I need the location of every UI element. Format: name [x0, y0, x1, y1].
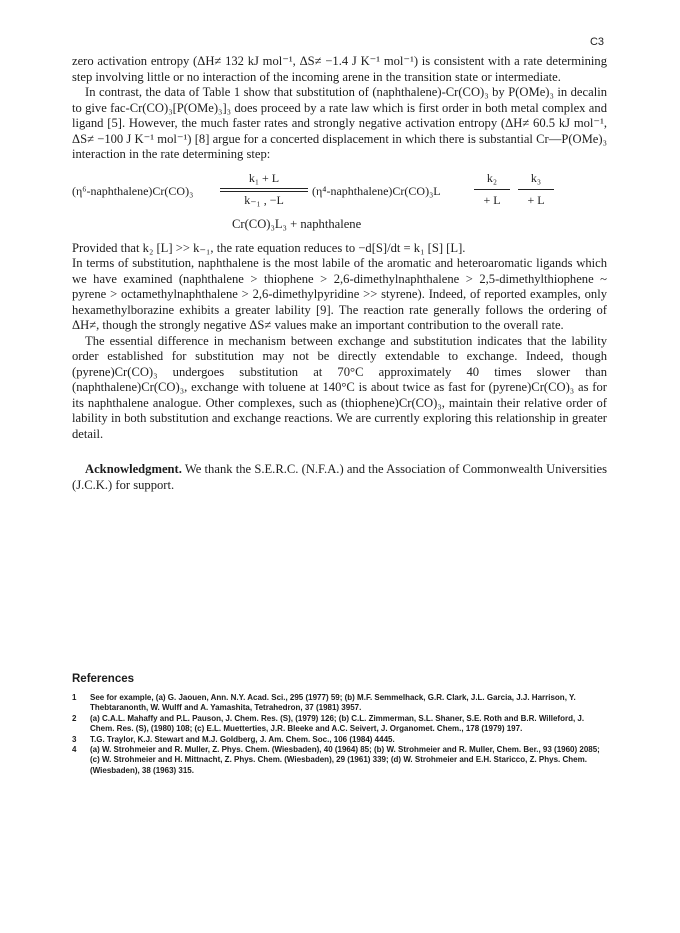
references-title: References [72, 673, 135, 685]
reference-number: 1 [72, 693, 77, 702]
eq-reactant: (η⁶-naphthalene)Cr(CO)₃ [72, 183, 194, 198]
reference-text: T.G. Traylor, K.J. Stewart and M.J. Goldberg, J. Am. Chem. Soc., 106 (1984) 4445. [90, 734, 395, 744]
reference-item [72, 693, 607, 714]
reference-item [72, 745, 607, 776]
page-number: C3 [589, 36, 604, 48]
article-body [72, 54, 607, 493]
reference-item [72, 714, 607, 735]
eq-k2-sub: + L [483, 193, 501, 207]
eq-product: Cr(CO)₃L₃ + naphthalene [232, 216, 362, 231]
eq-km1-label: k₋₁ , −L [244, 193, 284, 207]
eq-k1-label: k₁ + L [248, 170, 280, 185]
reference-number: 3 [72, 734, 77, 744]
references-list [72, 693, 607, 776]
reference-item [72, 735, 607, 745]
acknowledgment-text: We thank the S.E.R.C. (N.F.A.) and the Association of Commonwealth Universities (J.C.K.) for support. [72, 462, 607, 492]
paragraph: In terms of substitution, naphthalene is the most labile of the aromatic and heteroaromatic ligands which we have examined (naphthalene > thiophene > 2,6-dimethylnaphthalene > 2,5-dimethylthiophene ~ pyrene > octamethylnaphthalene > 2,6-dimethylpyridine >> styrene). Indeed, of reported examples, only hexamethylborazine exhibits a greater lability [9]. The reaction rate generally follows the ordering of ΔH≠, though the strongly negative ΔS≠ values make an important contribution to the overall rate. [72, 256, 607, 332]
acknowledgment [72, 462, 607, 493]
paragraph: In contrast, the data of Table 1 show that substitution of (naphthalene)-Cr(CO)₃ by P(OMe)₃ in decalin to give fac-Cr(CO)₃[P(OMe)₃]₃ does proceed by a rate law which is first order in both metal complex and ligand [5]. However, the much faster rates and strongly negative activation entropy (ΔH≠ 60.5 kJ mol⁻¹, ΔS≠ −100 J K⁻¹ mol⁻¹) [8] argue for a concerted displacement in which there is substantial Cr—P(OMe)₃ interaction in the rate determining step: [72, 85, 607, 161]
eq-k3-arrow [518, 171, 554, 209]
reference-number: 2 [72, 713, 77, 723]
eq-k2-label: k₂ [486, 170, 498, 185]
eq-k3-sub: + L [527, 193, 545, 207]
paragraph: The essential difference in mechanism between exchange and substitution indicates that the lability order established for substitution may not be directly extendable to exchange. Indeed, though (pyrene)Cr(CO)₃ undergoes substitution at 70°C approximately 40 times slower than (naphthalene)Cr(CO)₃, exchange with toluene at 140°C is about twice as fast for (pyrene)Cr(CO)₃ as for its naphthalene analogue. Other complexes, such as (thiophene)Cr(CO)₃, maintain their relative order of lability in both substitution and exchange reactions. We are currently exploring this relationship in greater detail. [72, 333, 607, 441]
acknowledgment-heading: Acknowledgment. [85, 462, 182, 476]
reference-text: See for example, (a) G. Jaouen, Ann. N.Y. Acad. Sci., 295 (1977) 59; (b) M.F. Semmelhack, G.R. Clark, J.L. Garcia, J.J. Harrison, Y. Thebtaranonth, W. Wulff and A. Yamashita, Tetrahedron, 37 (1981) 3957. [90, 693, 576, 713]
eq-equilibrium-arrow [220, 171, 308, 209]
paragraph: Provided that k₂ [L] >> k₋₁, the rate equation reduces to −d[S]/dt = k₁ [S] [L]. [72, 240, 466, 255]
paragraph: zero activation entropy (ΔH≠ 132 kJ mol⁻¹, ΔS≠ −1.4 J K⁻¹ mol⁻¹) is consistent with a rate determining step involving little or no interaction of the incoming arene in the transition state or intermediate. [72, 54, 607, 84]
reference-text: (a) W. Strohmeier and R. Muller, Z. Phys. Chem. (Wiesbaden), 40 (1964) 85; (b) W. Strohmeier and R. Muller, Chem. Ber., 93 (1960) 2085; (c) W. Strohmeier and H. Mittnacht, Z. Phys. Chem. (Wiesbaden), 29 (1961) 339; (d) W. Strohmeier and E.H. Staricco, Z. Phys. Chem. (Wiesbaden), 38 (1963) 315. [90, 745, 600, 775]
eq-k2-arrow [474, 171, 510, 209]
reference-text: (a) C.A.L. Mahaffy and P.L. Pauson, J. Chem. Res. (S), (1979) 126; (b) C.L. Zimmerman, S.L. Shaner, S.E. Roth and B.R. Willeford, J. Chem. Res. (S), (1980) 108; (c) E.L. Muetterties, J.R. Bleeke and A.C. Seivert, J. Organomet. Chem., 178 (1979) 197. [90, 713, 585, 734]
eq-intermediate: (η⁴-naphthalene)Cr(CO)₃L [312, 183, 441, 198]
eq-k3-label: k₃ [530, 170, 542, 185]
reaction-equation [72, 171, 607, 237]
reference-number: 4 [72, 745, 77, 755]
